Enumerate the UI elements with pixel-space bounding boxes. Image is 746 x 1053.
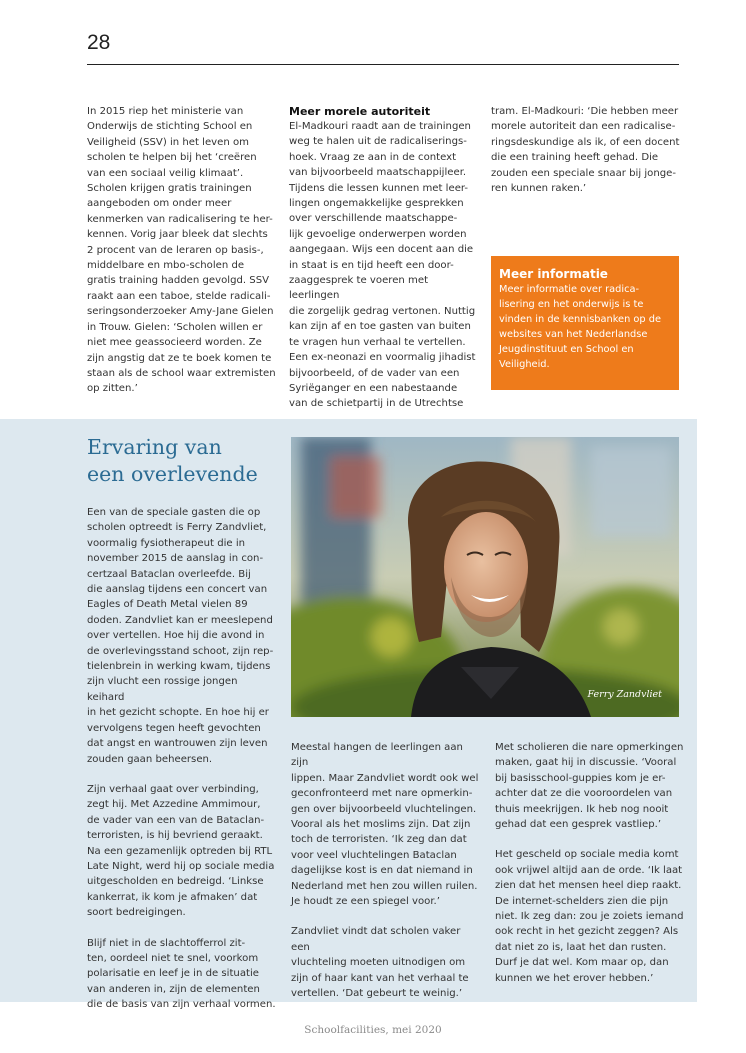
paragraph bbox=[291, 740, 481, 909]
text-line: zijn of haar kant van het verhaal te bbox=[291, 972, 469, 984]
info-box bbox=[491, 256, 679, 390]
text-line: Veiligheid. bbox=[499, 359, 550, 370]
text-line: 2 procent van de leraren op basis-, bbox=[87, 244, 264, 256]
text-line: niet. Ik zeg dan: zou je zoiets iemand bbox=[495, 911, 684, 923]
paragraph bbox=[495, 847, 685, 986]
text-line: De internet-schelders zien die pijn bbox=[495, 895, 669, 907]
info-box-title: Meer informatie bbox=[499, 267, 608, 281]
text-line: die een training heeft gehad. Die bbox=[491, 152, 659, 164]
text-line: ook recht in het gezicht zeggen? Als bbox=[495, 926, 679, 938]
text-line: van de schietpartij in de Utrechtse bbox=[289, 398, 464, 410]
text-line: geconfronteerd met nare opmerkin- bbox=[291, 788, 473, 800]
text-line: vinden in de kennisbanken op de bbox=[499, 314, 661, 325]
text-line: Vooral als het moslims zijn. Dat zijn bbox=[291, 819, 471, 831]
page-number: 28 bbox=[87, 31, 111, 54]
text-line: die aanslag tijdens een concert van bbox=[87, 584, 268, 596]
portrait-photo bbox=[291, 437, 679, 717]
text-line: zegt hij. Met Azzedine Ammimour, bbox=[87, 799, 261, 811]
text-line: van een sociaal veilig klimaat’. bbox=[87, 167, 244, 179]
text-line: vluchteling moeten uitnodigen om bbox=[291, 957, 466, 969]
text-line: tram. El-Madkouri: ‘Die hebben meer bbox=[491, 106, 679, 117]
text-line: Een ex-neonazi en voormalig jihadist bbox=[289, 352, 476, 364]
text-line: zouden gaan beheersen. bbox=[87, 753, 213, 765]
text-line: vertellen. ‘Dat gebeurt te weinig.’ bbox=[291, 988, 463, 1000]
paragraph bbox=[87, 104, 277, 397]
text-line: Blijf niet in de slachtofferrol zit- bbox=[87, 937, 246, 949]
paragraph bbox=[495, 740, 685, 832]
text-line: morele autoriteit dan een radicalise- bbox=[491, 121, 676, 133]
text-line: Late Night, werd hij op sociale media bbox=[87, 860, 275, 872]
text-line: Durf je dat wel. Kom maar op, dan bbox=[495, 957, 669, 969]
section-heading: Meer morele autoriteit bbox=[289, 105, 431, 118]
text-line: ten, oordeel niet te snel, voorkom bbox=[87, 952, 259, 964]
text-line: tielenbrein in werking kwam, tijdens bbox=[87, 661, 271, 673]
text-line: lisering en het onderwijs is te bbox=[499, 299, 644, 310]
text-line: dat angst en wantrouwen zijn leven bbox=[87, 738, 268, 750]
text-line: zaaggesprek te voeren met leerlingen bbox=[289, 275, 429, 302]
text-line: voormalig fysiotherapeut die in bbox=[87, 537, 246, 549]
text-line: zouden een speciale snaar bij jonge- bbox=[491, 167, 677, 179]
paragraph bbox=[87, 782, 277, 921]
paragraph bbox=[291, 924, 481, 1001]
paragraph bbox=[289, 119, 479, 412]
feature-column-2 bbox=[291, 740, 481, 1002]
text-line: de vader van een van de Bataclan- bbox=[87, 814, 265, 826]
text-line: Tijdens die lessen kunnen met leer- bbox=[289, 182, 469, 194]
text-line: achter dat ze die vooroordelen van bbox=[495, 788, 673, 800]
text-line: gratis training hadden gevolgd. SSV bbox=[87, 275, 270, 287]
text-line: aangegaan. Wijs een docent aan die bbox=[289, 244, 474, 256]
top-rule bbox=[87, 64, 679, 65]
text-line: kunnen we het erover hebben.’ bbox=[495, 972, 654, 984]
text-line: certzaal Bataclan overleefde. Bij bbox=[87, 568, 251, 580]
text-line: gen over bijvoorbeeld vluchtelingen. bbox=[291, 803, 477, 815]
text-line: over vertellen. Hoe hij die avond in bbox=[87, 630, 265, 642]
text-line: de overlevingsstand schoot, zijn rep- bbox=[87, 645, 274, 657]
text-line: Zandvliet vindt dat scholen vaker een bbox=[291, 926, 461, 953]
text-line: Meer informatie over radica- bbox=[499, 284, 639, 295]
text-line: lippen. Maar Zandvliet wordt ook wel bbox=[291, 772, 479, 784]
text-line: van anderen in, zijn de elementen bbox=[87, 983, 260, 995]
text-line: Scholen krijgen gratis trainingen bbox=[87, 183, 252, 195]
text-line: staan als de school waar extremisten bbox=[87, 367, 276, 379]
text-line: lingen ongemakkelijke gesprekken bbox=[289, 198, 464, 210]
text-line: El-Madkouri raadt aan de trainingen bbox=[289, 121, 471, 132]
text-line: toch de terroristen. ‘Ik zeg dan dat bbox=[291, 834, 467, 846]
text-line: kankerrat, ik kom je afmaken’ dat bbox=[87, 891, 258, 903]
text-line: middelbare en mbo-scholen de bbox=[87, 260, 245, 272]
text-line: in Trouw. Gielen: ‘Scholen willen er bbox=[87, 321, 263, 333]
text-line: soort bedreigingen. bbox=[87, 907, 186, 919]
text-line: uitgescholden en bedreigd. ‘Linkse bbox=[87, 876, 264, 888]
text-line: ren kunnen raken.’ bbox=[491, 183, 587, 195]
photo-caption: Ferry Zandvliet bbox=[587, 689, 662, 700]
text-line: die de basis van zijn verhaal vormen. bbox=[87, 999, 276, 1011]
text-line: raakt aan een taboe, stelde radicali- bbox=[87, 290, 271, 302]
text-line: polarisatie en leef je in de situatie bbox=[87, 968, 259, 980]
text-line: Het gescheld op sociale media komt bbox=[495, 849, 679, 861]
text-line: niet mee geassocieerd worden. Ze bbox=[87, 337, 262, 349]
feature-column-1 bbox=[87, 505, 277, 1013]
text-line: zijn vlucht een rossige jongen keihard bbox=[87, 676, 238, 703]
text-line: kenmerken van radicalisering te her- bbox=[87, 213, 273, 225]
text-line: zien dat het mensen heel diep raakt. bbox=[495, 880, 682, 892]
text-line: te vragen hun verhaal te vertellen. bbox=[289, 336, 466, 348]
text-line: bijvoorbeeld, of de vader van een bbox=[289, 367, 460, 379]
text-line: maken, gaat hij in discussie. ‘Vooral bbox=[495, 757, 677, 769]
text-line: die zorgelijk gedrag vertonen. Nuttig bbox=[289, 305, 476, 317]
text-line: november 2015 de aanslag in con- bbox=[87, 553, 264, 565]
text-line: terroristen, is hij bevriend geraakt. bbox=[87, 830, 263, 842]
text-line: voor veel vluchtelingen Bataclan bbox=[291, 849, 457, 861]
text-line: van bijvoorbeeld maatschappijleer. bbox=[289, 167, 467, 179]
info-box-text bbox=[499, 282, 671, 372]
text-line: websites van het Nederlandse bbox=[499, 329, 648, 340]
text-line: Zijn verhaal gaat over verbinding, bbox=[87, 783, 259, 795]
text-line: thuis meekrijgen. Ik heb nog nooit bbox=[495, 803, 669, 815]
paragraph bbox=[87, 505, 277, 767]
text-line: Eagles of Death Metal vielen 89 bbox=[87, 599, 248, 611]
text-line: Nederland met hen zou willen ruilen. bbox=[291, 880, 478, 892]
text-line: bij basisschool-guppies kom je er- bbox=[495, 772, 666, 784]
text-line: lijk gevoelige onderwerpen worden bbox=[289, 228, 467, 240]
text-line: Na een gezamenlijk optreden bij RTL bbox=[87, 845, 273, 857]
text-line: weg te halen uit de radicaliserings- bbox=[289, 136, 467, 148]
text-line: dat niet zo is, laat het dan rusten. bbox=[495, 941, 667, 953]
paragraph bbox=[87, 936, 277, 1013]
text-line: ringsdeskundige als ik, of een docent bbox=[491, 136, 680, 148]
feature-title bbox=[87, 434, 287, 488]
page-footer: Schoolfacilities, mei 2020 bbox=[304, 1024, 442, 1036]
text-line: scholen optreedt is Ferry Zandvliet, bbox=[87, 522, 267, 534]
text-line: Een van de speciale gasten die op bbox=[87, 507, 261, 518]
article-column-2 bbox=[289, 104, 479, 412]
text-line: aangeboden om onder meer bbox=[87, 198, 232, 210]
text-line: zijn angstig dat ze te boek komen te bbox=[87, 352, 272, 364]
text-line: Jeugdinstituut en School en bbox=[499, 344, 634, 355]
text-line: op zitten.’ bbox=[87, 383, 138, 395]
text-line: scholen te helpen bij het ‘creëren bbox=[87, 152, 257, 164]
text-line: Je houdt ze een spiegel voor.’ bbox=[291, 896, 440, 908]
text-line: seringsonderzoeker Amy-Jane Gielen bbox=[87, 306, 274, 318]
feature-title-line: een overlevende bbox=[87, 462, 258, 486]
text-line: Veiligheid (SSV) in het leven om bbox=[87, 136, 249, 148]
text-line: Syriëganger en een nabestaande bbox=[289, 382, 458, 394]
text-line: dagelijkse kost is en dat niemand in bbox=[291, 865, 473, 877]
text-line: hoek. Vraag ze aan in de context bbox=[289, 151, 457, 163]
text-line: doden. Zandvliet kan er meeslepend bbox=[87, 614, 273, 626]
text-line: Meestal hangen de leerlingen aan zijn bbox=[291, 742, 463, 769]
text-line: vervolgens tegen heeft gevochten bbox=[87, 722, 261, 734]
feature-column-3 bbox=[495, 740, 685, 986]
paragraph bbox=[491, 104, 681, 196]
article-column-1 bbox=[87, 104, 277, 397]
text-line: in staat is en tijd heeft een door- bbox=[289, 259, 454, 271]
text-line: In 2015 riep het ministerie van bbox=[87, 106, 244, 117]
text-line: ook vrijwel altijd aan de orde. ‘Ik laat bbox=[495, 864, 683, 876]
text-line: in het gezicht schopte. En hoe hij er bbox=[87, 707, 269, 719]
feature-title-line: Ervaring van bbox=[87, 435, 222, 459]
text-line: kan zijn af en toe gasten van buiten bbox=[289, 321, 471, 333]
text-line: over verschillende maatschappe- bbox=[289, 213, 458, 225]
text-line: Met scholieren die nare opmerkingen bbox=[495, 742, 684, 753]
article-column-3 bbox=[491, 104, 681, 196]
text-line: Onderwijs de stichting School en bbox=[87, 121, 253, 133]
text-line: gehad dat een gesprek vastliep.’ bbox=[495, 819, 662, 831]
text-line: kennen. Vorig jaar bleek dat slechts bbox=[87, 229, 268, 241]
